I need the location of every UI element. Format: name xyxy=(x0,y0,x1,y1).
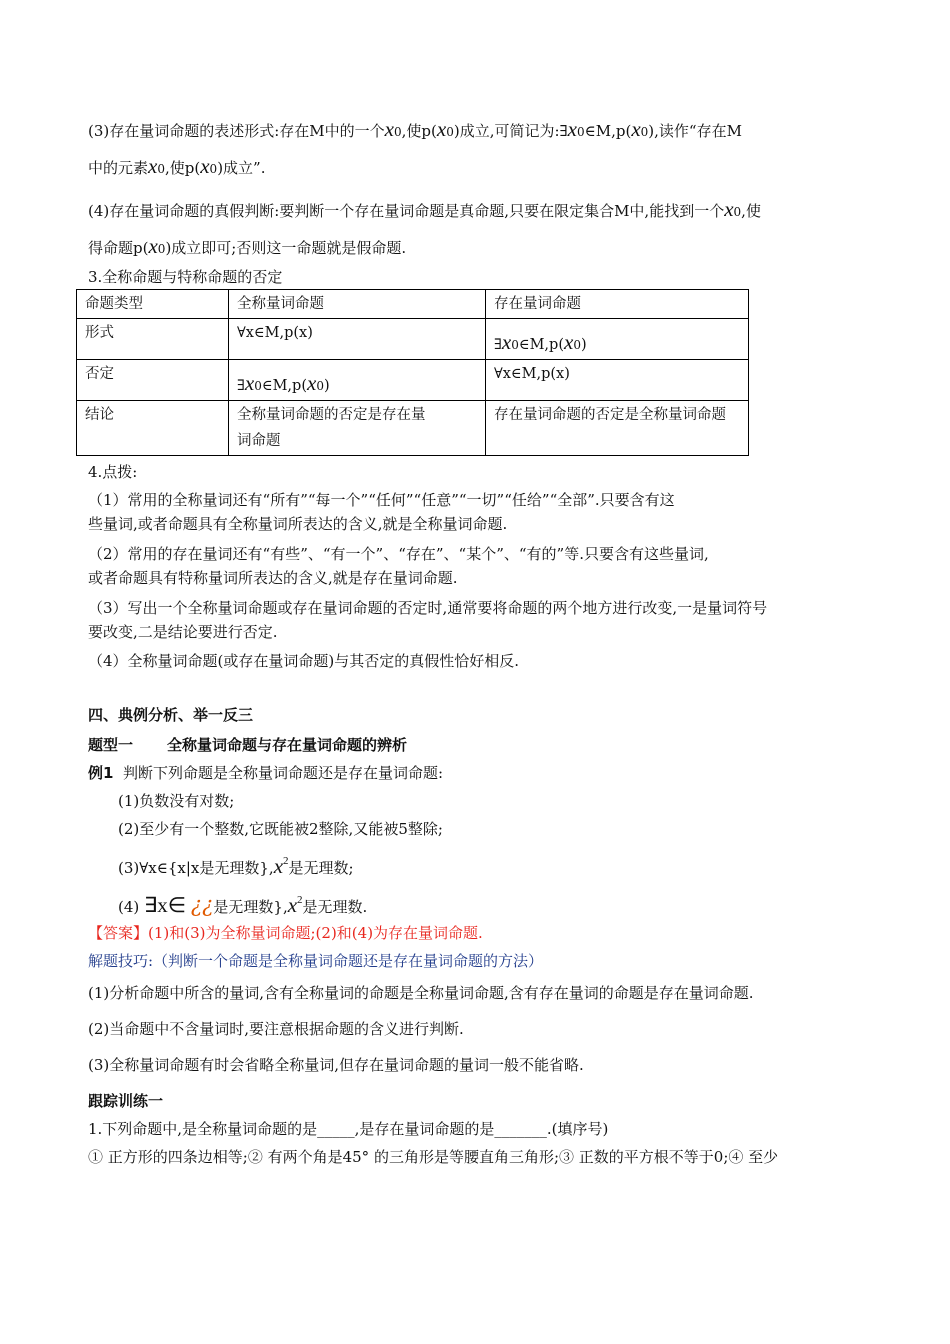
table-cell: ∀x∈M,p(x) xyxy=(486,360,749,401)
practice-question-1-options: ① 正方形的四条边相等;② 有两个角是45° 的三角形是等腰直角三角形;③ 正数的平方根不等于0;④ 至少 xyxy=(88,1148,779,1166)
tip-1: （1）常用的全称量词还有“所有”“每一个”“任何”“任意”“一切”“任给”“全部”.只要含有这 些量词,或者命题具有全称量词所表达的含义,就是全称量词命题. xyxy=(88,491,675,533)
table-cell: 存在量词命题的否定是全称量词命题 xyxy=(486,401,749,456)
example-item-1: (1)负数没有对数; xyxy=(118,792,235,810)
example-item-2: (2)至少有一个整数,它既能被2整除,又能被5整除; xyxy=(118,820,443,838)
example-1: 例1 判断下列命题是全称量词命题还是存在量词命题: xyxy=(88,764,444,782)
table-row-negation xyxy=(77,360,749,401)
table-header-cell: 命题类型 xyxy=(77,290,229,319)
table-header-row xyxy=(77,290,749,319)
table-cell-label: 否定 xyxy=(77,360,229,401)
practice-title: 跟踪训练一 xyxy=(88,1092,164,1110)
table-row-form xyxy=(77,319,749,360)
para-3-line-2: 中的元素x0,使p(x0)成立”. xyxy=(88,154,266,178)
document-page xyxy=(85,112,863,1168)
table-header-cell: 存在量词命题 xyxy=(486,290,749,319)
table-cell: ∃x0∈M,p(x0) xyxy=(229,360,486,401)
var-x: x xyxy=(384,117,394,141)
table-row-conclusion xyxy=(77,401,749,456)
method-2: (2)当命题中不含量词时,要注意根据命题的含义进行判断. xyxy=(88,1020,464,1038)
tip-3: （3）写出一个全称量词命题或存在量词命题的否定时,通常要将命题的两个地方进行改变,一是量词符号 要改变,二是结论要进行否定. xyxy=(88,599,768,641)
table-cell-label: 形式 xyxy=(77,319,229,360)
section-4-title: 四、典例分析、举一反三 xyxy=(88,706,254,724)
table-cell: ∃x0∈M,p(x0) xyxy=(486,319,749,360)
method-1: (1)分析命题中所含的量词,含有全称量词的命题是全称量词命题,含有存在量词的命题是存在量词命题. xyxy=(88,984,754,1002)
example-item-3: (3)∀x∈{x|x是无理数}$,x^2$是无理数; xyxy=(118,854,354,878)
method-3: (3)全称量词命题有时会省略全称量词,但存在量词命题的量词一般不能省略. xyxy=(88,1056,584,1074)
tip-title: 解题技巧:（判断一个命题是全称量词命题还是存在量词命题的方法） xyxy=(88,952,544,970)
para-4-line-2: 得命题p(x0)成立即可;否则这一命题就是假命题. xyxy=(88,234,407,258)
type-1-heading: 题型一 全称量词命题与存在量词命题的辨析 xyxy=(88,736,408,754)
table-cell: 全称量词命题的否定是存在量 词命题 xyxy=(229,401,486,456)
tips-title: 4.点拨: xyxy=(88,463,138,481)
answer: 【答案】(1)和(3)为全称量词命题;(2)和(4)为存在量词命题. xyxy=(88,924,483,942)
section-3-title: 3.全称命题与特称命题的否定 xyxy=(88,268,283,286)
table-cell: ∀x∈M,p(x) xyxy=(229,319,486,360)
tip-2: （2）常用的存在量词还有“有些”、“有一个”、“存在”、“某个”、“有的”等.只要含有这些量词, 或者命题具有特称量词所表达的含义,就是存在量词命题. xyxy=(88,545,709,587)
tip-4: （4）全称量词命题(或存在量词命题)与其否定的真假性恰好相反. xyxy=(88,652,520,670)
example-item-4: (4) ∃x∈ ¿¿是无理数}$,x^2$是无理数. xyxy=(118,893,368,917)
table-header-cell: 全称量词命题 xyxy=(229,290,486,319)
practice-question-1: 1.下列命题中,是全称量词命题的是_____,是存在量词命题的是_______.(填序号) xyxy=(88,1120,609,1138)
para-4-line-1: (4)存在量词命题的真假判断:要判断一个存在量词命题是真命题,只要在限定集合M中,能找到一个x0,使 xyxy=(88,197,761,221)
negation-table xyxy=(76,289,749,456)
para-3-line-1: (3)存在量词命题的表述形式:存在M中的一个x0,使p(x0)成立,可简记为:∃x0∈M,p(x0),读作“存在M xyxy=(88,117,742,141)
table-cell-label: 结论 xyxy=(77,401,229,456)
